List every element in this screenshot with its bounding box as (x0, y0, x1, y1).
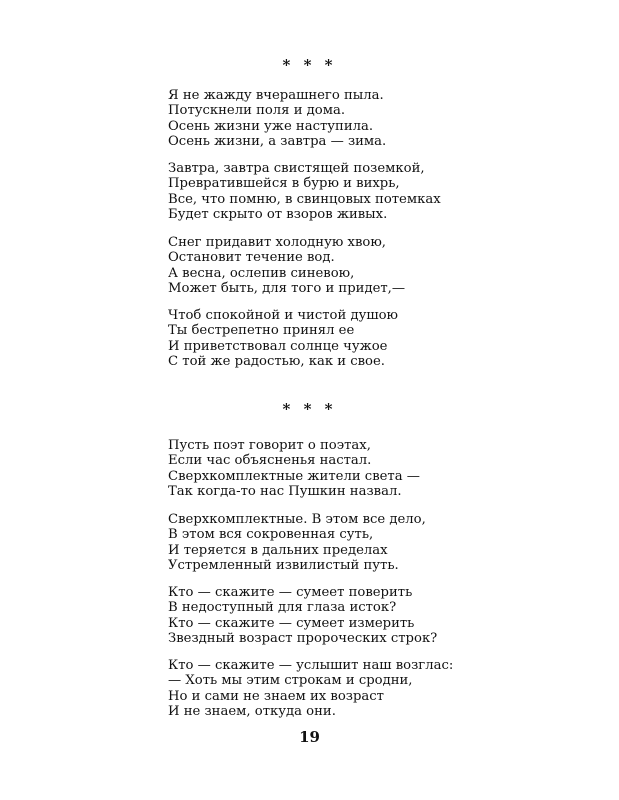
verse-line: И не знаем, откуда они. (168, 703, 336, 719)
verse-line: Кто — скажите — сумеет измерить (168, 615, 415, 631)
verse-line: Но и сами не знаем их возраст (168, 688, 384, 704)
poem-1-stanza-3 (168, 235, 405, 296)
verse-line: Чтоб спокойной и чистой душою (168, 308, 399, 323)
verse-line: Превратившейся в бурю и вихрь, (168, 176, 400, 192)
verse-line: С той же радостью, как и свое. (168, 353, 385, 369)
verse-line: В этом вся сокровенная суть, (168, 527, 374, 543)
verse-line: Все, что помню, в свинцовых потемках (168, 191, 441, 207)
verse-line: И теряется в дальних пределах (168, 542, 388, 558)
verse-line: Осень жизни уже наступила. (168, 118, 374, 134)
poem-2-stanza-4 (168, 658, 453, 719)
verse-line: Кто — скажите — услышит наш возглас: (168, 658, 454, 673)
verse-line: Я не жажду вчерашнего пыла. (168, 88, 384, 103)
verse-line: Так когда-то нас Пушкин назвал. (168, 483, 402, 499)
page-number: 19 (299, 728, 320, 746)
poem-1-stanza-2 (168, 161, 441, 222)
verse-line: — Хоть мы этим строкам и сродни, (168, 673, 413, 689)
verse-line: В недоступный для глаза исток? (168, 600, 397, 616)
verse-line: Снег придавит холодную хвою, (168, 235, 386, 250)
verse-line: Устремленный извилистый путь. (168, 557, 399, 573)
verse-line: Звездный возраст пророческих строк? (168, 630, 438, 646)
verse-line: Потускнели поля и дома. (168, 103, 346, 119)
verse-line: Завтра, завтра свистящей поземкой, (168, 161, 425, 176)
verse-line: Осень жизни, а завтра — зима. (168, 133, 387, 149)
poem-1-stanza-4 (168, 308, 398, 369)
verse-line: Кто — скажите — сумеет поверить (168, 585, 413, 600)
verse-line: Сверхкомплектные. В этом все дело, (168, 512, 426, 527)
poem-1-stanza-1 (168, 88, 386, 149)
poem-2-stanza-3 (168, 585, 437, 646)
verse-line: Будет скрыто от взоров живых. (168, 206, 388, 222)
verse-line: Остановит течение вод. (168, 250, 335, 266)
verse-line: Ты бестрепетно принял ее (168, 323, 355, 339)
verse-line: Пусть поэт говорит о поэтах, (168, 438, 371, 453)
verse-line: А весна, ослепив синевою, (168, 265, 355, 281)
poem-2-separator: * * * (282, 400, 337, 418)
poem-2-stanza-1 (168, 438, 420, 499)
poem-1-separator: * * * (282, 56, 337, 74)
verse-line: Если час объясненья настал. (168, 453, 372, 469)
poem-2-stanza-2 (168, 512, 426, 573)
verse-line: Может быть, для того и придет,— (168, 280, 406, 296)
verse-line: Сверхкомплектные жители света — (168, 468, 420, 484)
verse-line: И приветствовал солнце чужое (168, 338, 388, 354)
